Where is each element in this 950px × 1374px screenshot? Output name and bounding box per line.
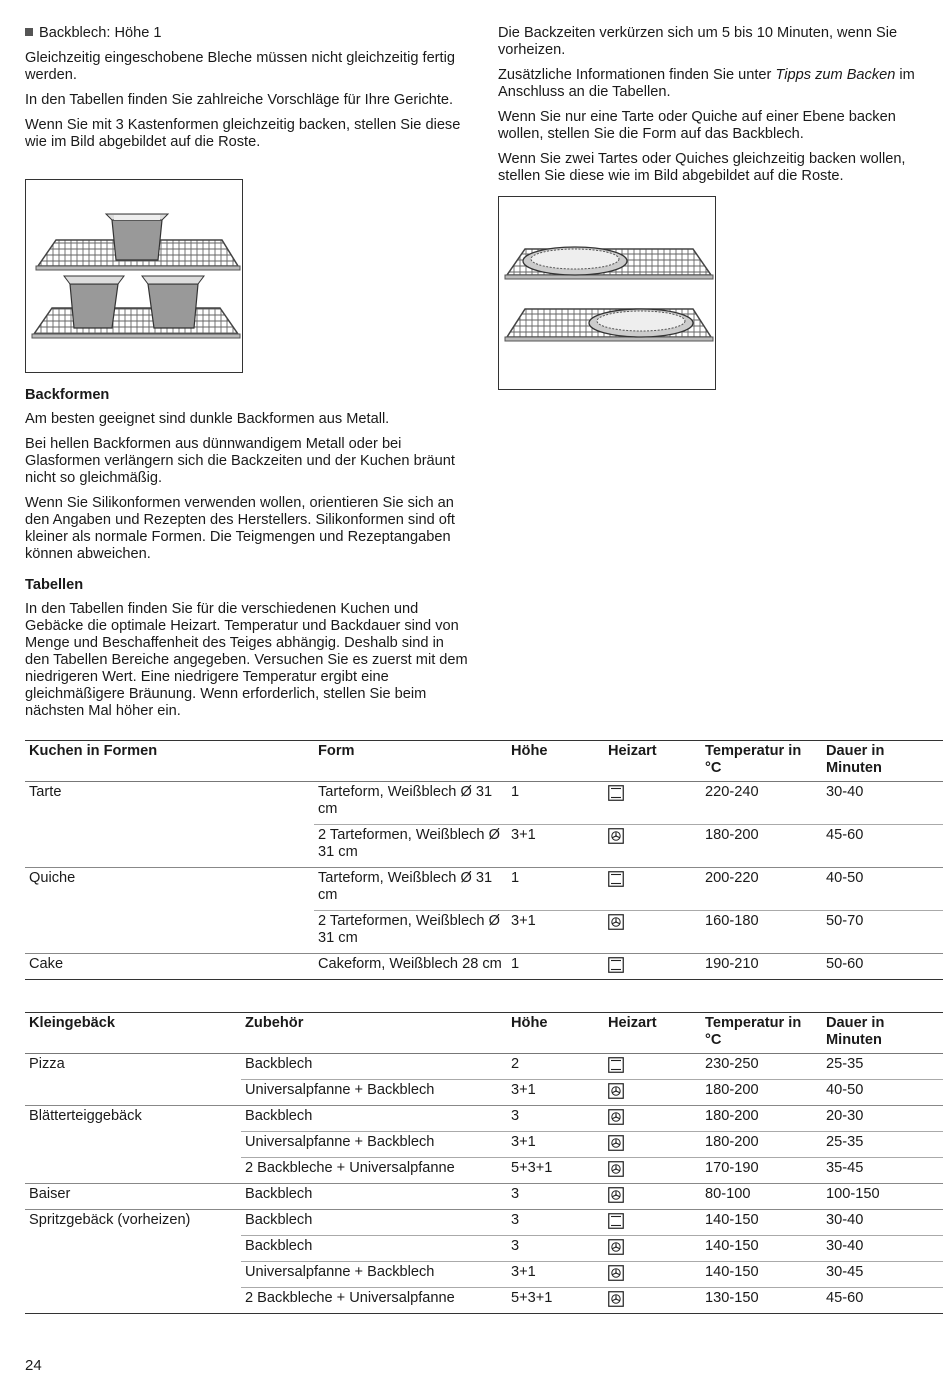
cell-form: Backblech [241, 1210, 507, 1236]
table-row [25, 1236, 943, 1262]
cell-dauer: 30-45 [822, 1262, 943, 1288]
cell-dauer: 30-40 [826, 784, 864, 800]
cell-item-name [25, 1288, 241, 1314]
loaf-pans-figure [25, 179, 243, 373]
table-row [25, 1132, 943, 1158]
cell-dauer: 35-45 [822, 1158, 943, 1184]
cell-temperatur: 230-250 [705, 1056, 759, 1072]
column-header: Dauer in Minuten [822, 1013, 943, 1054]
cell-item-name [25, 1132, 241, 1158]
hot-air-icon [608, 1238, 624, 1254]
cell-heizart [604, 868, 701, 911]
cell-dauer: 100-150 [822, 1184, 943, 1210]
cell-item-name: Baiser [25, 1184, 241, 1210]
cell-hoehe: 1 [507, 868, 604, 911]
top-bottom-heat-icon [608, 870, 624, 886]
hot-air-icon [608, 1160, 624, 1176]
cell-form: 2 Backbleche + Universalpfanne [241, 1158, 507, 1184]
cell-heizart [604, 1132, 701, 1158]
paragraph: Wenn Sie zwei Tartes oder Quiches gleichzeitig backen wollen, stellen Sie diese wie im Bild abgebildet auf die Roste. [498, 151, 906, 184]
cell-hoehe: 1 [511, 784, 520, 800]
cell-temperatur: 140-150 [701, 1210, 822, 1236]
cell-hoehe: 3+1 [507, 1262, 604, 1288]
cell-temperatur: 170-190 [701, 1158, 822, 1184]
hot-air-icon [608, 827, 624, 843]
cell-temperatur: 140-150 [701, 1236, 822, 1262]
cell-hoehe: 2 [511, 1056, 520, 1072]
cell-heizart [604, 1158, 701, 1184]
paragraph: Gleichzeitig eingeschobene Bleche müssen nicht gleichzeitig fertig werden. [25, 50, 455, 83]
cell-item-name: Pizza [29, 1056, 65, 1072]
cell-dauer: 40-50 [822, 1080, 943, 1106]
column-header: Kuchen in Formen [25, 741, 314, 782]
table-row [25, 1184, 943, 1210]
column-header: Form [314, 741, 507, 782]
cell-temperatur: 200-220 [701, 868, 822, 911]
cell-heizart [604, 1106, 701, 1132]
cell-form: Universalpfanne + Backblech [241, 1080, 507, 1106]
cell-form: Cakeform, Weißblech 28 cm [314, 954, 507, 980]
cell-heizart [604, 954, 701, 980]
cell-hoehe: 3+1 [507, 825, 604, 868]
hot-air-icon [608, 1082, 624, 1098]
paragraph: Die Backzeiten verkürzen sich um 5 bis 10 Minuten, wenn Sie vorheizen. [498, 25, 898, 58]
text-span: Zusätzliche Informationen finden Sie unter [498, 67, 776, 83]
bullet-text: Backblech: Höhe 1 [39, 25, 162, 41]
cell-hoehe: 1 [507, 954, 604, 980]
section-heading-backformen: Backformen [25, 387, 110, 403]
cell-form: 2 Tarteformen, Weißblech Ø 31 cm [314, 825, 507, 868]
page-number: 24 [25, 1357, 42, 1374]
column-header: Höhe [507, 741, 604, 782]
loaf-pans-illustration [26, 180, 242, 372]
table-row [25, 1080, 943, 1106]
paragraph: Am besten geeignet sind dunkle Backformen aus Metall. [25, 411, 390, 427]
cell-form: Tarteform, Weißblech Ø 31 cm [314, 868, 507, 911]
cell-heizart [604, 911, 701, 954]
cell-item-name: Cake [25, 954, 314, 980]
hot-air-icon [608, 1108, 624, 1124]
cell-temperatur: 220-240 [705, 784, 759, 800]
column-header: Heizart [604, 741, 701, 782]
cell-hoehe: 5+3+1 [507, 1158, 604, 1184]
table-row [25, 954, 943, 980]
hot-air-icon [608, 1264, 624, 1280]
text-span: im Anschluss an die Tabellen. [498, 67, 915, 100]
tart-pans-illustration [499, 197, 715, 389]
cell-item-name [25, 825, 314, 868]
cell-temperatur: 180-200 [701, 1106, 822, 1132]
cell-form: 2 Backbleche + Universalpfanne [241, 1288, 507, 1314]
cell-hoehe: 5+3+1 [507, 1288, 604, 1314]
cell-form: 2 Tarteformen, Weißblech Ø 31 cm [314, 911, 507, 954]
table-row [25, 825, 943, 868]
cell-temperatur: 130-150 [701, 1288, 822, 1314]
paragraph: In den Tabellen finden Sie für die verschiedenen Kuchen und Gebäcke die optimale Heizart. Temperatur und Backdauer sind von Menge und Beschaffenheit des Teiges abhängig. Deshalb sind in den Tabellen Bereiche angegeben. Versuchen Sie es zuerst mit dem niedrigeren Wert. Eine niedrigere Temperatur ergibt eine gleichmäßigere Bräunung. Wenn erforderlich, stellen Sie beim nächsten Mal höher ein. [25, 601, 468, 719]
paragraph: Bei hellen Backformen aus dünnwandigem Metall oder bei Glasformen verlängern sich die Backzeiten und der Kuchen bräunt nicht so gleichmäßig. [25, 436, 455, 486]
table-row [25, 911, 943, 954]
cell-temperatur: 80-100 [701, 1184, 822, 1210]
cell-heizart [604, 1288, 701, 1314]
cell-dauer: 30-40 [822, 1236, 943, 1262]
cell-heizart [604, 1210, 701, 1236]
cell-dauer: 40-50 [822, 868, 943, 911]
cell-temperatur: 180-200 [701, 1132, 822, 1158]
top-bottom-heat-icon [608, 1212, 624, 1228]
table-header-row [25, 1013, 943, 1054]
cell-heizart [604, 1080, 701, 1106]
cell-item-name: Blätterteiggebäck [25, 1106, 241, 1132]
top-bottom-heat-icon [608, 1056, 624, 1072]
cell-dauer: 20-30 [822, 1106, 943, 1132]
paragraph: Wenn Sie mit 3 Kastenformen gleichzeitig backen, stellen Sie diese wie im Bild abgebildet auf die Roste. [25, 117, 461, 150]
column-header: Temperatur in °C [701, 741, 822, 782]
hot-air-icon [608, 1186, 624, 1202]
table-kuchen-in-formen [25, 740, 943, 980]
cell-item-name: Quiche [25, 868, 314, 911]
tips-reference: Tipps zum Backen [775, 67, 896, 83]
top-bottom-heat-icon [608, 956, 624, 972]
cell-dauer: 45-60 [822, 825, 943, 868]
left-column-top [25, 25, 470, 159]
cell-hoehe: 3 [507, 1184, 604, 1210]
cell-form: Backblech [241, 1106, 507, 1132]
table-row [25, 1288, 943, 1314]
cell-form: Universalpfanne + Backblech [241, 1262, 507, 1288]
cell-item-name [25, 1262, 241, 1288]
cell-item-name [25, 1158, 241, 1184]
cell-form: Universalpfanne + Backblech [241, 1132, 507, 1158]
tart-pans-figure [498, 196, 716, 390]
paragraph: In den Tabellen finden Sie zahlreiche Vorschläge für Ihre Gerichte. [25, 92, 454, 108]
table-row [25, 1054, 943, 1080]
cell-form: Tarteform, Weißblech Ø 31 cm [318, 784, 493, 817]
cell-hoehe: 3+1 [507, 1080, 604, 1106]
cell-heizart [604, 782, 701, 825]
cell-item-name [25, 1080, 241, 1106]
cell-form: Backblech [245, 1056, 313, 1072]
cell-heizart [604, 1236, 701, 1262]
hot-air-icon [608, 1134, 624, 1150]
bullet-item [25, 25, 470, 42]
bullet-square-icon [25, 28, 33, 36]
cell-heizart [604, 1054, 701, 1080]
cell-heizart [604, 1262, 701, 1288]
cell-form: Backblech [241, 1184, 507, 1210]
cell-dauer: 30-40 [822, 1210, 943, 1236]
cell-dauer: 50-70 [822, 911, 943, 954]
cell-hoehe: 3 [507, 1236, 604, 1262]
cell-temperatur: 180-200 [701, 825, 822, 868]
table-row [25, 1158, 943, 1184]
table-row [25, 1106, 943, 1132]
cell-hoehe: 3+1 [507, 911, 604, 954]
cell-dauer: 25-35 [826, 1056, 864, 1072]
left-column-bottom [25, 387, 470, 728]
cell-dauer: 45-60 [822, 1288, 943, 1314]
hot-air-icon [608, 913, 624, 929]
column-header: Dauer in Minuten [822, 741, 943, 782]
cell-temperatur: 180-200 [701, 1080, 822, 1106]
paragraph: Wenn Sie nur eine Tarte oder Quiche auf einer Ebene backen wollen, stellen Sie die Form auf das Backblech. [498, 109, 896, 142]
cell-hoehe: 3+1 [507, 1132, 604, 1158]
cell-temperatur: 190-210 [701, 954, 822, 980]
table-kleingebaeck [25, 1012, 943, 1314]
top-bottom-heat-icon [608, 784, 624, 800]
cell-item-name: Spritzgebäck (vorheizen) [25, 1210, 241, 1236]
cell-item-name: Tarte [29, 784, 62, 800]
column-header: Temperatur in °C [701, 1013, 822, 1054]
cell-temperatur: 160-180 [701, 911, 822, 954]
cell-heizart [604, 1184, 701, 1210]
table-header-row [25, 741, 943, 782]
cell-dauer: 25-35 [822, 1132, 943, 1158]
table-row [25, 1210, 943, 1236]
cell-hoehe: 3 [507, 1210, 604, 1236]
paragraph: Wenn Sie Silikonformen verwenden wollen, orientieren Sie sich an den Angaben und Rezepten des Herstellers. Silikonformen sind oft kleiner als normale Formen. Die Teigmengen und Rezeptangaben können abweichen. [25, 495, 455, 562]
cell-hoehe: 3 [507, 1106, 604, 1132]
section-heading-tabellen: Tabellen [25, 577, 84, 593]
column-header: Zubehör [241, 1013, 507, 1054]
cell-heizart [604, 825, 701, 868]
table-row [25, 1262, 943, 1288]
hot-air-icon [608, 1290, 624, 1306]
column-header: Kleingebäck [25, 1013, 241, 1054]
paragraph-tips [498, 67, 943, 101]
column-header: Heizart [604, 1013, 701, 1054]
table-row [25, 782, 943, 825]
column-header: Höhe [507, 1013, 604, 1054]
right-column [498, 25, 943, 193]
cell-item-name [25, 1236, 241, 1262]
cell-item-name [25, 911, 314, 954]
cell-temperatur: 140-150 [701, 1262, 822, 1288]
cell-dauer: 50-60 [822, 954, 943, 980]
table-row [25, 868, 943, 911]
cell-form: Backblech [241, 1236, 507, 1262]
